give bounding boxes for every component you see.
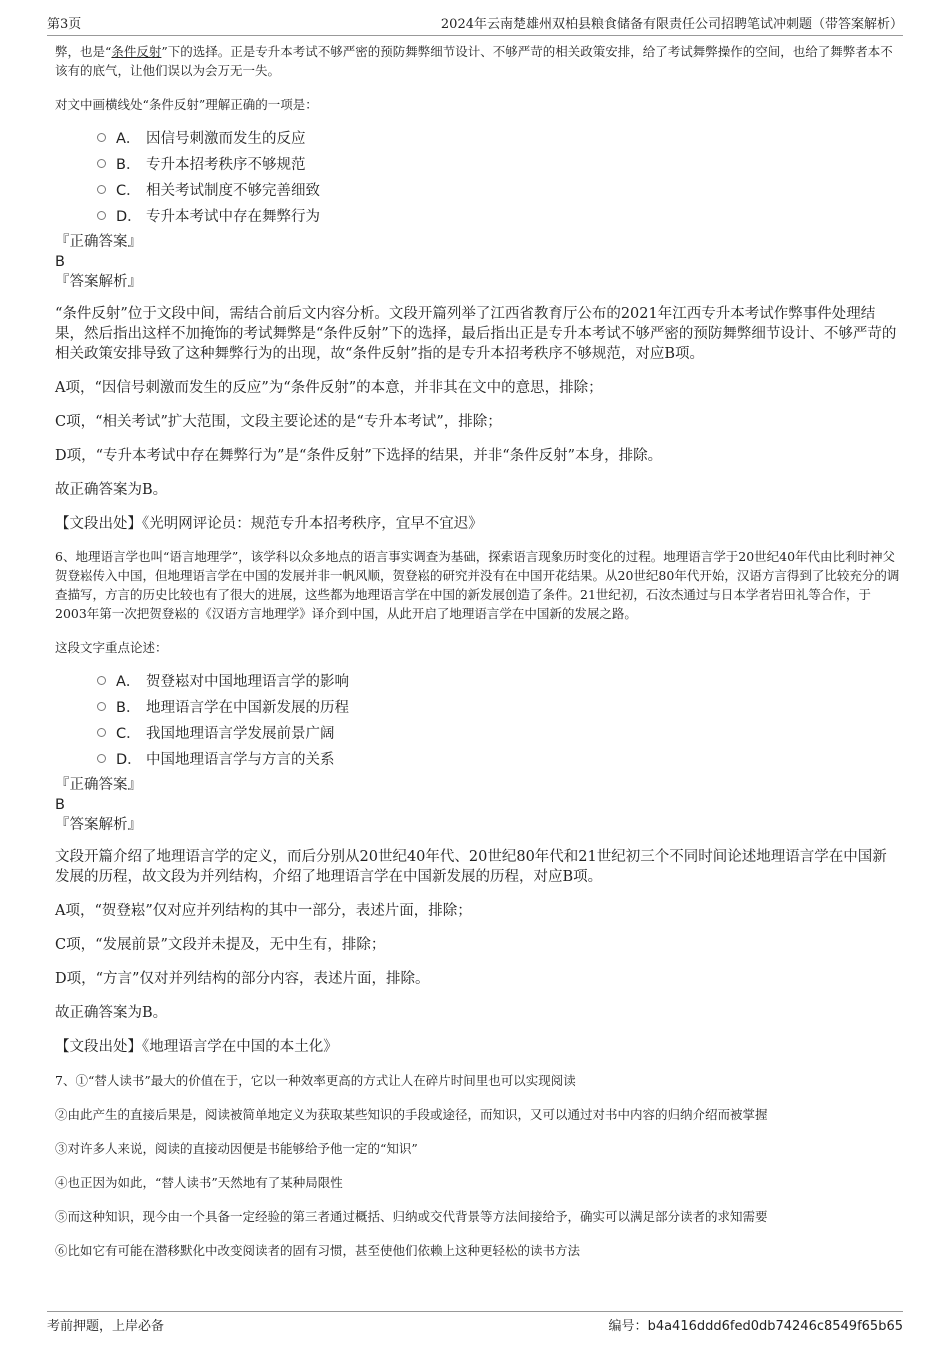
- page-footer: [47, 1311, 903, 1334]
- q6-answer-label: 『正确答案』: [55, 777, 142, 793]
- q5-option-a[interactable]: A． 因信号刺激而发生的反应: [97, 124, 900, 150]
- radio-icon[interactable]: [97, 676, 106, 685]
- q5-passage-tail: 弊，也是“条件反射”下的选择。正是专升本考试不够严密的预防舞弊细节设计、不够严苛的相关政策安排，给了考试舞弊操作的空间，也给了舞弊者本不该有的底气，让他们误以为会万无一失。: [55, 44, 893, 78]
- q6-conclusion: 故正确答案为B。: [55, 1005, 168, 1021]
- document-id: 编号：b4a416ddd6fed0db74246c8549f65b65: [608, 1319, 903, 1334]
- q5-conclusion: 故正确答案为B。: [55, 482, 168, 498]
- radio-icon[interactable]: [97, 728, 106, 737]
- q7-item-3: ③对许多人来说，阅读的直接动因便是书能够给予他一定的“知识”: [55, 1141, 418, 1156]
- q5-analysis-label: 『答案解析』: [55, 274, 142, 290]
- radio-icon[interactable]: [97, 159, 106, 168]
- q6-options: [97, 667, 900, 771]
- page-header: [47, 12, 903, 36]
- underlined-term: 条件反射: [111, 44, 162, 59]
- q6-passage: 6、地理语言学也叫“语言地理学”，该学科以众多地点的语言事实调查为基础，探索语言现象历时变化的过程。地理语言学于20世纪40年代由比利时神父贺登崧传入中国，但地理语言学在中国的发展并非一帆风顺，贺登崧的研究并没有在中国开花结果。从20世纪80年代开始，汉语方言得到了比较充分的调查描写，方言的历史比较也有了很大的进展，这些都为地理语言学在中国的新发展创造了条件。21世纪初，石汝杰通过与日本学者岩田礼等合作，于2003年第一次把贺登崧的《汉语方言地理学》译介到中国，从此开启了地理语言学在中国新的发展之路。: [55, 549, 900, 621]
- q7-item-2: ②由此产生的直接后果是，阅读被简单地定义为获取某些知识的手段或途径，而知识，又可以通过对书中内容的归纳介绍而被掌握: [55, 1107, 768, 1122]
- q6-question: 这段文字重点论述：: [55, 640, 168, 655]
- q5-analysis-d: D项，“专升本考试中存在舞弊行为”是“条件反射”下选择的结果，并非“条件反射”本身，排除。: [55, 448, 663, 464]
- q5-analysis-c: C项，“相关考试”扩大范围，文段主要论述的是“专升本考试”，排除；: [55, 414, 502, 430]
- q7-item-1: 7、①“替人读书”最大的价值在于，它以一种效率更高的方式让人在碎片时间里也可以实现阅读: [55, 1073, 576, 1088]
- radio-icon[interactable]: [97, 211, 106, 220]
- q5-analysis-a: A项，“因信号刺激而发生的反应”为“条件反射”的本意，并非其在文中的意思，排除；: [55, 380, 603, 396]
- q7-item-5: ⑤而这种知识，现今由一个具备一定经验的第三者通过概括、归纳或交代背景等方法间接给予，确实可以满足部分读者的求知需要: [55, 1209, 768, 1224]
- footer-slogan: 考前押题，上岸必备: [47, 1319, 165, 1334]
- q5-option-c[interactable]: C． 相关考试制度不够完善细致: [97, 176, 900, 202]
- q7-item-4: ④也正因为如此，“替人读书”天然地有了某种局限性: [55, 1175, 343, 1190]
- q5-option-d[interactable]: D． 专升本考试中存在舞弊行为: [97, 202, 900, 228]
- document-id-code: b4a416ddd6fed0db74246c8549f65b65: [647, 1319, 903, 1334]
- q6-analysis-label: 『答案解析』: [55, 817, 142, 833]
- q5-options: [97, 124, 900, 228]
- q6-source: 【文段出处】《地理语言学在中国的本土化》: [55, 1039, 338, 1055]
- radio-icon[interactable]: [97, 185, 106, 194]
- q5-answer-label: 『正确答案』: [55, 234, 142, 250]
- document-body: [55, 42, 900, 1260]
- q6-option-c[interactable]: C． 我国地理语言学发展前景广阔: [97, 719, 900, 745]
- q5-answer: B: [55, 254, 65, 270]
- radio-icon[interactable]: [97, 754, 106, 763]
- q5-source: 【文段出处】《光明网评论员：规范专升本招考秩序，宜早不宜迟》: [55, 516, 483, 532]
- q7-item-6: ⑥比如它有可能在潜移默化中改变阅读者的固有习惯，甚至使他们依赖上这种更轻松的读书方法: [55, 1243, 581, 1258]
- radio-icon[interactable]: [97, 133, 106, 142]
- page-number: 第3页: [47, 17, 82, 32]
- q6-analysis-c: C项，“发展前景”文段并未提及，无中生有，排除；: [55, 937, 386, 953]
- radio-icon[interactable]: [97, 702, 106, 711]
- q6-option-a[interactable]: A． 贺登崧对中国地理语言学的影响: [97, 667, 900, 693]
- q6-analysis-d: D项，“方言”仅对并列结构的部分内容，表述片面，排除。: [55, 971, 430, 987]
- q6-option-d[interactable]: D． 中国地理语言学与方言的关系: [97, 745, 900, 771]
- document-title: 2024年云南楚雄州双柏县粮食储备有限责任公司招聘笔试冲刺题（带答案解析）: [440, 17, 903, 32]
- q5-analysis-main: “条件反射”位于文段中间，需结合前后文内容分析。文段开篇列举了江西省教育厅公布的2021年江西专升本考试作弊事件处理结果，然后指出这样不加掩饰的考试舞弊是“条件反射”下的选择，最后指出正是专升本考试不够严密的预防舞弊细节设计、不够严苛的相关政策安排导致了这种舞弊行为的出现，故“条件反射”指的是专升本招考秩序不够规范，对应B项。: [55, 306, 897, 362]
- q5-option-b[interactable]: B． 专升本招考秩序不够规范: [97, 150, 900, 176]
- q5-question: 对文中画横线处“条件反射”理解正确的一项是：: [55, 97, 318, 112]
- q6-answer: B: [55, 797, 65, 813]
- q6-analysis-a: A项，“贺登崧”仅对应并列结构的其中一部分，表述片面，排除；: [55, 903, 472, 919]
- q6-analysis-main: 文段开篇介绍了地理语言学的定义，而后分别从20世纪40年代、20世纪80年代和21世纪初三个不同时间论述地理语言学在中国新发展的历程，故文段为并列结构，介绍了地理语言学在中国新发展的历程，对应B项。: [55, 849, 887, 885]
- q6-option-b[interactable]: B． 地理语言学在中国新发展的历程: [97, 693, 900, 719]
